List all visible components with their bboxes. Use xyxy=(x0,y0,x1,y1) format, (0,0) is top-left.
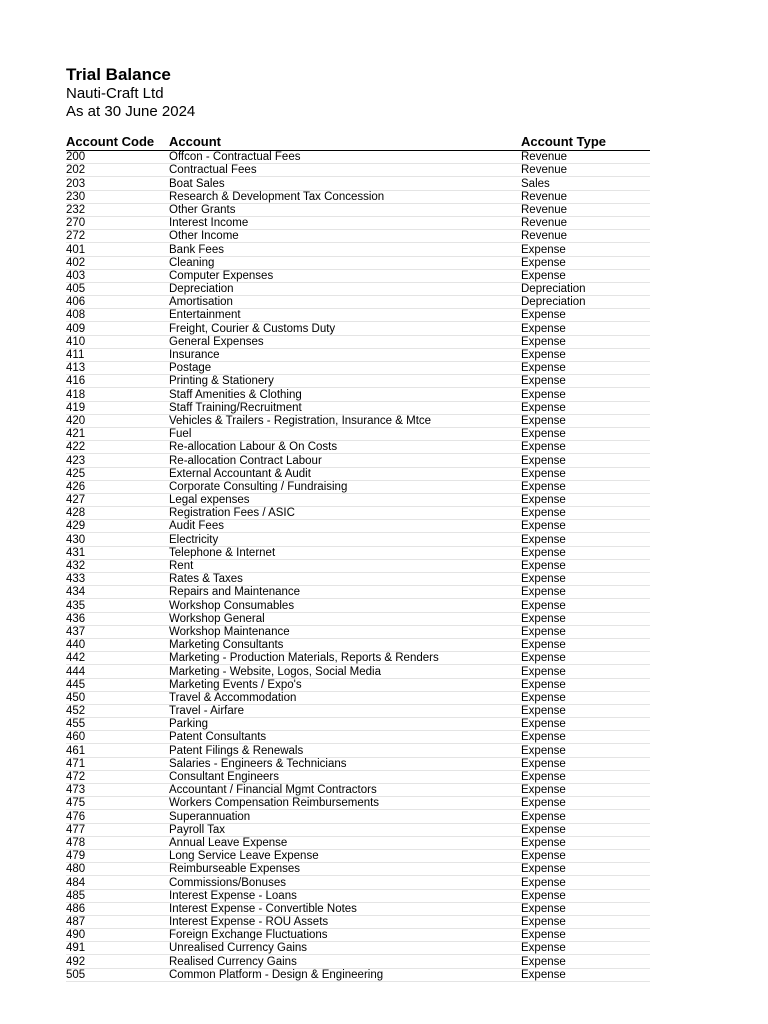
account-code-cell: 272 xyxy=(66,230,169,243)
account-type-cell: Revenue xyxy=(521,164,650,177)
table-row xyxy=(66,375,650,388)
account-code-cell: 471 xyxy=(66,757,169,770)
account-name-cell: Patent Consultants xyxy=(169,731,521,744)
account-type-cell: Expense xyxy=(521,942,650,955)
table-row xyxy=(66,929,650,942)
account-name-cell: Superannuation xyxy=(169,810,521,823)
account-code-cell: 429 xyxy=(66,520,169,533)
account-code-cell: 505 xyxy=(66,968,169,981)
account-name-cell: Cleaning xyxy=(169,256,521,269)
account-name-cell: Legal expenses xyxy=(169,493,521,506)
account-name-cell: Bank Fees xyxy=(169,243,521,256)
table-body xyxy=(66,151,650,982)
account-code-cell: 401 xyxy=(66,243,169,256)
account-code-cell: 444 xyxy=(66,665,169,678)
account-code-cell: 472 xyxy=(66,770,169,783)
account-name-cell: Consultant Engineers xyxy=(169,770,521,783)
account-type-cell: Expense xyxy=(521,612,650,625)
table-row xyxy=(66,454,650,467)
table-row xyxy=(66,625,650,638)
account-code-cell: 232 xyxy=(66,203,169,216)
account-type-cell: Expense xyxy=(521,704,650,717)
account-name-cell: Marketing Consultants xyxy=(169,638,521,651)
account-code-cell: 477 xyxy=(66,823,169,836)
account-name-cell: Rates & Taxes xyxy=(169,573,521,586)
account-name-cell: Offcon - Contractual Fees xyxy=(169,151,521,164)
account-code-cell: 423 xyxy=(66,454,169,467)
account-type-cell: Expense xyxy=(521,441,650,454)
table-row xyxy=(66,810,650,823)
account-type-cell: Expense xyxy=(521,586,650,599)
table-row xyxy=(66,216,650,229)
account-type-cell: Expense xyxy=(521,836,650,849)
account-code-cell: 487 xyxy=(66,915,169,928)
account-type-cell: Expense xyxy=(521,348,650,361)
account-type-cell: Expense xyxy=(521,309,650,322)
table-row xyxy=(66,546,650,559)
table-row xyxy=(66,704,650,717)
account-code-cell: 431 xyxy=(66,546,169,559)
table-row xyxy=(66,784,650,797)
table-row xyxy=(66,599,650,612)
account-name-cell: External Accountant & Audit xyxy=(169,467,521,480)
account-code-cell: 442 xyxy=(66,652,169,665)
table-row xyxy=(66,164,650,177)
account-code-cell: 435 xyxy=(66,599,169,612)
account-name-cell: General Expenses xyxy=(169,335,521,348)
account-code-cell: 426 xyxy=(66,480,169,493)
account-type-cell: Expense xyxy=(521,546,650,559)
account-type-cell: Expense xyxy=(521,322,650,335)
account-name-cell: Unrealised Currency Gains xyxy=(169,942,521,955)
account-type-cell: Expense xyxy=(521,533,650,546)
account-type-cell: Expense xyxy=(521,823,650,836)
account-name-cell: Salaries - Engineers & Technicians xyxy=(169,757,521,770)
account-code-cell: 473 xyxy=(66,784,169,797)
table-row xyxy=(66,902,650,915)
account-code-cell: 270 xyxy=(66,216,169,229)
account-type-cell: Expense xyxy=(521,902,650,915)
table-row xyxy=(66,955,650,968)
account-name-cell: Registration Fees / ASIC xyxy=(169,507,521,520)
table-row xyxy=(66,573,650,586)
account-name-cell: Workshop General xyxy=(169,612,521,625)
account-type-cell: Expense xyxy=(521,968,650,981)
account-name-cell: Research & Development Tax Concession xyxy=(169,190,521,203)
account-type-cell: Expense xyxy=(521,269,650,282)
column-header-account-type: Account Type xyxy=(521,134,650,151)
account-name-cell: Re-allocation Contract Labour xyxy=(169,454,521,467)
table-row xyxy=(66,507,650,520)
table-row xyxy=(66,282,650,295)
account-code-cell: 203 xyxy=(66,177,169,190)
table-row xyxy=(66,322,650,335)
account-code-cell: 430 xyxy=(66,533,169,546)
account-code-cell: 478 xyxy=(66,836,169,849)
account-type-cell: Revenue xyxy=(521,203,650,216)
account-type-cell: Expense xyxy=(521,507,650,520)
account-name-cell: Payroll Tax xyxy=(169,823,521,836)
table-row xyxy=(66,296,650,309)
report-date: As at 30 June 2024 xyxy=(66,103,196,120)
table-row xyxy=(66,388,650,401)
account-code-cell: 408 xyxy=(66,309,169,322)
account-code-cell: 491 xyxy=(66,942,169,955)
account-type-cell: Expense xyxy=(521,889,650,902)
account-type-cell: Expense xyxy=(521,573,650,586)
account-name-cell: Commissions/Bonuses xyxy=(169,876,521,889)
account-code-cell: 445 xyxy=(66,678,169,691)
account-name-cell: Freight, Courier & Customs Duty xyxy=(169,322,521,335)
table-row xyxy=(66,797,650,810)
account-type-cell: Depreciation xyxy=(521,282,650,295)
table-row xyxy=(66,480,650,493)
account-code-cell: 405 xyxy=(66,282,169,295)
table-row xyxy=(66,362,650,375)
account-type-cell: Expense xyxy=(521,652,650,665)
account-code-cell: 418 xyxy=(66,388,169,401)
table-row xyxy=(66,823,650,836)
account-name-cell: Interest Income xyxy=(169,216,521,229)
table-row xyxy=(66,691,650,704)
table-row xyxy=(66,230,650,243)
account-code-cell: 479 xyxy=(66,849,169,862)
table-row xyxy=(66,190,650,203)
account-code-cell: 433 xyxy=(66,573,169,586)
table-row xyxy=(66,678,650,691)
account-type-cell: Expense xyxy=(521,335,650,348)
account-code-cell: 416 xyxy=(66,375,169,388)
account-code-cell: 406 xyxy=(66,296,169,309)
account-type-cell: Expense xyxy=(521,876,650,889)
account-type-cell: Expense xyxy=(521,757,650,770)
table-row xyxy=(66,638,650,651)
account-type-cell: Expense xyxy=(521,256,650,269)
header-row xyxy=(66,134,650,151)
account-name-cell: Electricity xyxy=(169,533,521,546)
account-code-cell: 475 xyxy=(66,797,169,810)
account-name-cell: Marketing - Production Materials, Reports & Renders xyxy=(169,652,521,665)
table-row xyxy=(66,652,650,665)
account-type-cell: Expense xyxy=(521,625,650,638)
account-name-cell: Marketing - Website, Logos, Social Media xyxy=(169,665,521,678)
account-name-cell: Long Service Leave Expense xyxy=(169,849,521,862)
account-code-cell: 403 xyxy=(66,269,169,282)
account-code-cell: 490 xyxy=(66,929,169,942)
account-name-cell: Common Platform - Design & Engineering xyxy=(169,968,521,981)
account-name-cell: Interest Expense - Loans xyxy=(169,889,521,902)
account-code-cell: 402 xyxy=(66,256,169,269)
account-type-cell: Expense xyxy=(521,388,650,401)
table-row xyxy=(66,348,650,361)
table-row xyxy=(66,889,650,902)
table-row xyxy=(66,770,650,783)
table-row xyxy=(66,520,650,533)
account-code-cell: 484 xyxy=(66,876,169,889)
table-row xyxy=(66,533,650,546)
account-name-cell: Entertainment xyxy=(169,309,521,322)
column-header-account-code: Account Code xyxy=(66,134,169,151)
account-code-cell: 452 xyxy=(66,704,169,717)
account-code-cell: 450 xyxy=(66,691,169,704)
account-name-cell: Repairs and Maintenance xyxy=(169,586,521,599)
account-name-cell: Computer Expenses xyxy=(169,269,521,282)
table-header xyxy=(66,134,650,151)
account-type-cell: Expense xyxy=(521,784,650,797)
table-row xyxy=(66,335,650,348)
table-row xyxy=(66,718,650,731)
account-type-cell: Expense xyxy=(521,454,650,467)
account-name-cell: Marketing Events / Expo's xyxy=(169,678,521,691)
table-row xyxy=(66,151,650,164)
table-row xyxy=(66,731,650,744)
table-row xyxy=(66,269,650,282)
table-row xyxy=(66,427,650,440)
account-name-cell: Staff Amenities & Clothing xyxy=(169,388,521,401)
account-code-cell: 460 xyxy=(66,731,169,744)
account-type-cell: Expense xyxy=(521,810,650,823)
account-code-cell: 230 xyxy=(66,190,169,203)
account-type-cell: Expense xyxy=(521,520,650,533)
account-name-cell: Workers Compensation Reimbursements xyxy=(169,797,521,810)
account-name-cell: Depreciation xyxy=(169,282,521,295)
account-name-cell: Reimburseable Expenses xyxy=(169,863,521,876)
account-name-cell: Audit Fees xyxy=(169,520,521,533)
table-row xyxy=(66,559,650,572)
account-code-cell: 432 xyxy=(66,559,169,572)
report-header xyxy=(66,64,195,121)
account-name-cell: Annual Leave Expense xyxy=(169,836,521,849)
account-name-cell: Printing & Stationery xyxy=(169,375,521,388)
account-type-cell: Expense xyxy=(521,599,650,612)
account-type-cell: Expense xyxy=(521,863,650,876)
account-code-cell: 410 xyxy=(66,335,169,348)
table-row xyxy=(66,203,650,216)
account-code-cell: 434 xyxy=(66,586,169,599)
account-name-cell: Telephone & Internet xyxy=(169,546,521,559)
account-code-cell: 486 xyxy=(66,902,169,915)
table-row xyxy=(66,744,650,757)
account-name-cell: Travel - Airfare xyxy=(169,704,521,717)
account-name-cell: Other Income xyxy=(169,230,521,243)
account-type-cell: Depreciation xyxy=(521,296,650,309)
account-type-cell: Expense xyxy=(521,467,650,480)
account-type-cell: Expense xyxy=(521,375,650,388)
account-type-cell: Revenue xyxy=(521,230,650,243)
table-row xyxy=(66,665,650,678)
account-name-cell: Interest Expense - Convertible Notes xyxy=(169,902,521,915)
account-code-cell: 200 xyxy=(66,151,169,164)
account-type-cell: Expense xyxy=(521,718,650,731)
table-row xyxy=(66,757,650,770)
account-code-cell: 461 xyxy=(66,744,169,757)
table-row xyxy=(66,256,650,269)
table-row xyxy=(66,968,650,981)
account-type-cell: Expense xyxy=(521,665,650,678)
table-row xyxy=(66,441,650,454)
account-name-cell: Accountant / Financial Mgmt Contractors xyxy=(169,784,521,797)
account-name-cell: Corporate Consulting / Fundraising xyxy=(169,480,521,493)
table-row xyxy=(66,863,650,876)
account-name-cell: Travel & Accommodation xyxy=(169,691,521,704)
report-title: Trial Balance xyxy=(66,65,171,84)
account-code-cell: 419 xyxy=(66,401,169,414)
account-name-cell: Foreign Exchange Fluctuations xyxy=(169,929,521,942)
table-row xyxy=(66,915,650,928)
account-code-cell: 425 xyxy=(66,467,169,480)
account-type-cell: Sales xyxy=(521,177,650,190)
account-name-cell: Workshop Maintenance xyxy=(169,625,521,638)
account-type-cell: Expense xyxy=(521,744,650,757)
account-name-cell: Insurance xyxy=(169,348,521,361)
account-code-cell: 422 xyxy=(66,441,169,454)
account-code-cell: 427 xyxy=(66,493,169,506)
account-type-cell: Expense xyxy=(521,362,650,375)
trial-balance-table-container xyxy=(66,134,650,982)
account-type-cell: Expense xyxy=(521,849,650,862)
table-row xyxy=(66,177,650,190)
account-type-cell: Expense xyxy=(521,955,650,968)
account-code-cell: 428 xyxy=(66,507,169,520)
account-name-cell: Vehicles & Trailers - Registration, Insurance & Mtce xyxy=(169,414,521,427)
table-row xyxy=(66,876,650,889)
account-name-cell: Amortisation xyxy=(169,296,521,309)
account-type-cell: Expense xyxy=(521,243,650,256)
account-type-cell: Expense xyxy=(521,797,650,810)
account-code-cell: 411 xyxy=(66,348,169,361)
account-type-cell: Expense xyxy=(521,770,650,783)
account-name-cell: Parking xyxy=(169,718,521,731)
account-name-cell: Rent xyxy=(169,559,521,572)
account-type-cell: Expense xyxy=(521,731,650,744)
table-row xyxy=(66,586,650,599)
account-type-cell: Expense xyxy=(521,480,650,493)
account-code-cell: 480 xyxy=(66,863,169,876)
table-row xyxy=(66,836,650,849)
table-row xyxy=(66,849,650,862)
account-code-cell: 413 xyxy=(66,362,169,375)
account-name-cell: Postage xyxy=(169,362,521,375)
table-row xyxy=(66,401,650,414)
account-code-cell: 202 xyxy=(66,164,169,177)
account-type-cell: Expense xyxy=(521,559,650,572)
account-code-cell: 492 xyxy=(66,955,169,968)
account-type-cell: Revenue xyxy=(521,190,650,203)
account-code-cell: 409 xyxy=(66,322,169,335)
account-type-cell: Expense xyxy=(521,691,650,704)
account-name-cell: Realised Currency Gains xyxy=(169,955,521,968)
column-header-account: Account xyxy=(169,134,521,151)
company-name: Nauti-Craft Ltd xyxy=(66,85,164,102)
account-type-cell: Expense xyxy=(521,929,650,942)
table-row xyxy=(66,493,650,506)
account-type-cell: Expense xyxy=(521,427,650,440)
account-type-cell: Expense xyxy=(521,915,650,928)
account-name-cell: Staff Training/Recruitment xyxy=(169,401,521,414)
account-type-cell: Expense xyxy=(521,414,650,427)
account-code-cell: 455 xyxy=(66,718,169,731)
account-code-cell: 476 xyxy=(66,810,169,823)
table-row xyxy=(66,309,650,322)
account-name-cell: Patent Filings & Renewals xyxy=(169,744,521,757)
account-type-cell: Expense xyxy=(521,678,650,691)
account-type-cell: Expense xyxy=(521,638,650,651)
account-code-cell: 421 xyxy=(66,427,169,440)
account-type-cell: Revenue xyxy=(521,216,650,229)
account-code-cell: 440 xyxy=(66,638,169,651)
account-code-cell: 420 xyxy=(66,414,169,427)
table-row xyxy=(66,467,650,480)
account-type-cell: Expense xyxy=(521,401,650,414)
table-row xyxy=(66,243,650,256)
account-name-cell: Re-allocation Labour & On Costs xyxy=(169,441,521,454)
table-row xyxy=(66,942,650,955)
table-row xyxy=(66,414,650,427)
account-name-cell: Workshop Consumables xyxy=(169,599,521,612)
account-type-cell: Expense xyxy=(521,493,650,506)
account-code-cell: 436 xyxy=(66,612,169,625)
trial-balance-table xyxy=(66,134,650,982)
account-code-cell: 485 xyxy=(66,889,169,902)
account-name-cell: Fuel xyxy=(169,427,521,440)
account-name-cell: Interest Expense - ROU Assets xyxy=(169,915,521,928)
account-type-cell: Revenue xyxy=(521,151,650,164)
account-name-cell: Contractual Fees xyxy=(169,164,521,177)
account-code-cell: 437 xyxy=(66,625,169,638)
account-name-cell: Boat Sales xyxy=(169,177,521,190)
table-row xyxy=(66,612,650,625)
account-name-cell: Other Grants xyxy=(169,203,521,216)
